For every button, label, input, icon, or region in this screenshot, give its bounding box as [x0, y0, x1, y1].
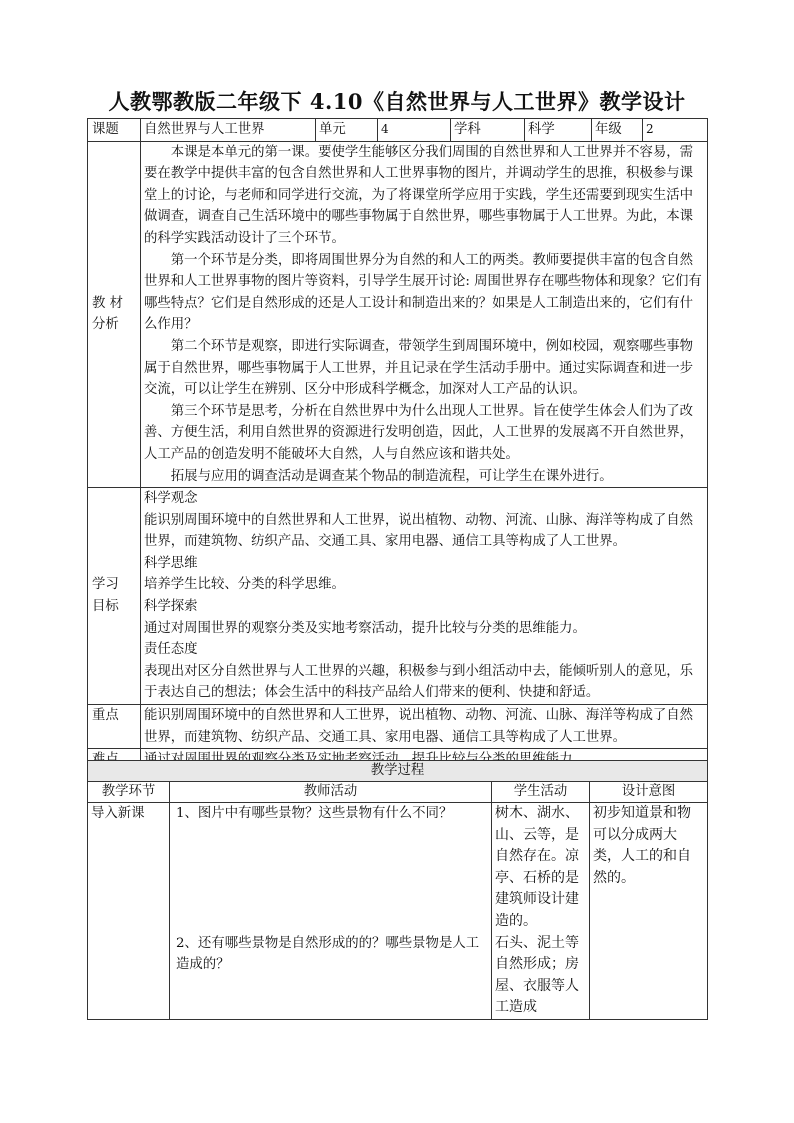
analysis-paragraph: 拓展与应用的调查活动是调查某个物品的制造流程，可让学生在课外进行。 [170, 468, 613, 484]
grade-value: 2 [643, 119, 708, 142]
analysis-label-line2: 分析 [92, 317, 119, 333]
analysis-paragraph: 本课是本单元的第一课。要使学生能够区分我们周围的自然世界和人工世界并不容易，需要在教学中提供丰富的包含自然世界和人工世界事物的图片，并调动学生的思推，积极参与课堂上的讨论，与老师和同学进行交流，为了将课堂所学应用于实践，学生还需要到现实生活中做调查，调查自己生活环境中的哪些事物属于自然世界，哪些事物属于人工世界。为此，本课的科学实践活动设计了三个环节。 [144, 144, 694, 246]
subject-label: 学科 [451, 119, 525, 142]
column-header-teacher: 教师活动 [170, 782, 492, 803]
goals-label-line1: 学习 [92, 577, 119, 593]
unit-value: 4 [378, 119, 451, 142]
goal-heading: 科学观念 [144, 491, 198, 507]
subject-value: 科学 [525, 119, 592, 142]
goal-heading: 责任态度 [144, 642, 198, 658]
stage-cell: 导入新课 [88, 803, 170, 1020]
topic-label: 课题 [88, 119, 141, 142]
student-answer: 石头、泥土等自然形成；房屋、衣服等人工造成 [495, 934, 579, 1016]
analysis-label [88, 141, 141, 488]
column-header-intent: 设计意图 [590, 782, 708, 803]
goals-label [88, 488, 141, 705]
goal-text: 培养学生比较、分类的科学思维。 [144, 577, 345, 593]
topic-value: 自然世界与人工世界 [141, 119, 316, 142]
column-header-stage: 教学环节 [88, 782, 170, 803]
goal-text: 表现出对区分自然世界与人工世界的兴趣，积极参与到小组活动中去，能倾听别人的意见，乐于表达自己的想法；体会生活中的科技产品给人们带来的便利、快捷和舒适。 [144, 663, 694, 701]
goal-heading: 科学思维 [144, 555, 198, 571]
key-point-text: 能识别周围环境中的自然世界和人工世界，说出植物、动物、河流、山脉、海洋等构成了自然世界，而建筑物、纺织产品、交通工具、家用电器、通信工具等构成了人工世界。 [141, 705, 708, 749]
design-intent-cell: 初步知道景和物可以分成两大类，人工的和自然的。 [590, 803, 708, 1020]
analysis-paragraph: 第一个环节是分类，即将周围世界分为自然的和人工的两类。教师要提供丰富的包含自然世界和人工世界事物的图片等资料，引导学生展开讨论: 周围世界存在哪些物体和现象？它们有哪些特点？它们是自然形成的还是人工设计和制造出来的？如果是人工制造出来的，它们有什么作用？ [144, 252, 702, 333]
analysis-paragraph: 第二个环节是观察，即进行实际调查，带领学生到周围环境中，例如校园，观察哪些事物属于自然世界，哪些事物属于人工世界，并且记录在学生活动手册中。通过实际调查和进一步交流，可以让学生在辨别、区分中形成科学概念，加深对人工产品的认识。 [144, 338, 694, 398]
info-row [88, 119, 708, 142]
student-activity-cell [492, 803, 590, 1020]
analysis-label-line1: 教 材 [92, 295, 124, 311]
grade-label: 年级 [592, 119, 643, 142]
key-point-label: 重点 [88, 705, 141, 749]
goals-content [141, 488, 708, 705]
teacher-activity-cell [170, 803, 492, 1020]
goal-text: 能识别周围环境中的自然世界和人工世界，说出植物、动物、河流、山脉、海洋等构成了自然世界，而建筑物、纺织产品、交通工具、家用电器、通信工具等构成了人工世界。 [144, 512, 694, 550]
analysis-content [141, 141, 708, 488]
process-heading: 教学过程 [88, 761, 708, 782]
key-point-row [88, 705, 708, 749]
teacher-question: 2、还有哪些景物是自然形成的的？哪些景物是人工造成的？ [176, 935, 480, 973]
unit-label: 单元 [316, 119, 378, 142]
lesson-info-table [87, 118, 708, 772]
analysis-row [88, 141, 708, 488]
document-title: 人教鄂教版二年级下 4.10《自然世界与人工世界》教学设计 [108, 89, 686, 114]
process-column-headers [88, 782, 708, 803]
student-answer: 树木、湖水、山、云等，是自然存在。凉亭、石桥的是建筑师设计建造的。 [495, 805, 579, 929]
goals-label-line2: 目标 [92, 599, 119, 615]
goal-heading: 科学探索 [144, 599, 198, 615]
column-header-student: 学生活动 [492, 782, 590, 803]
goal-text: 通过对周围世界的观察分类及实地考察活动，提升比较与分类的思维能力。 [144, 620, 586, 636]
analysis-paragraph: 第三个环节是思考，分析在自然世界中为什么出现人工世界。旨在使学生体会人们为了改善、方便生活，利用自然世界的资源进行发明创造，因此，人工世界的发展离不开自然世界，人工产品的创造发明不能破坏大自然，人与自然应该和谐共处。 [144, 403, 694, 462]
teaching-process-table [87, 760, 708, 1020]
goals-row [88, 488, 708, 705]
process-row-intro [88, 803, 708, 1020]
process-heading-row [88, 761, 708, 782]
teacher-question: 1、图片中有哪些景物？这些景物有什么不同？ [176, 806, 453, 821]
